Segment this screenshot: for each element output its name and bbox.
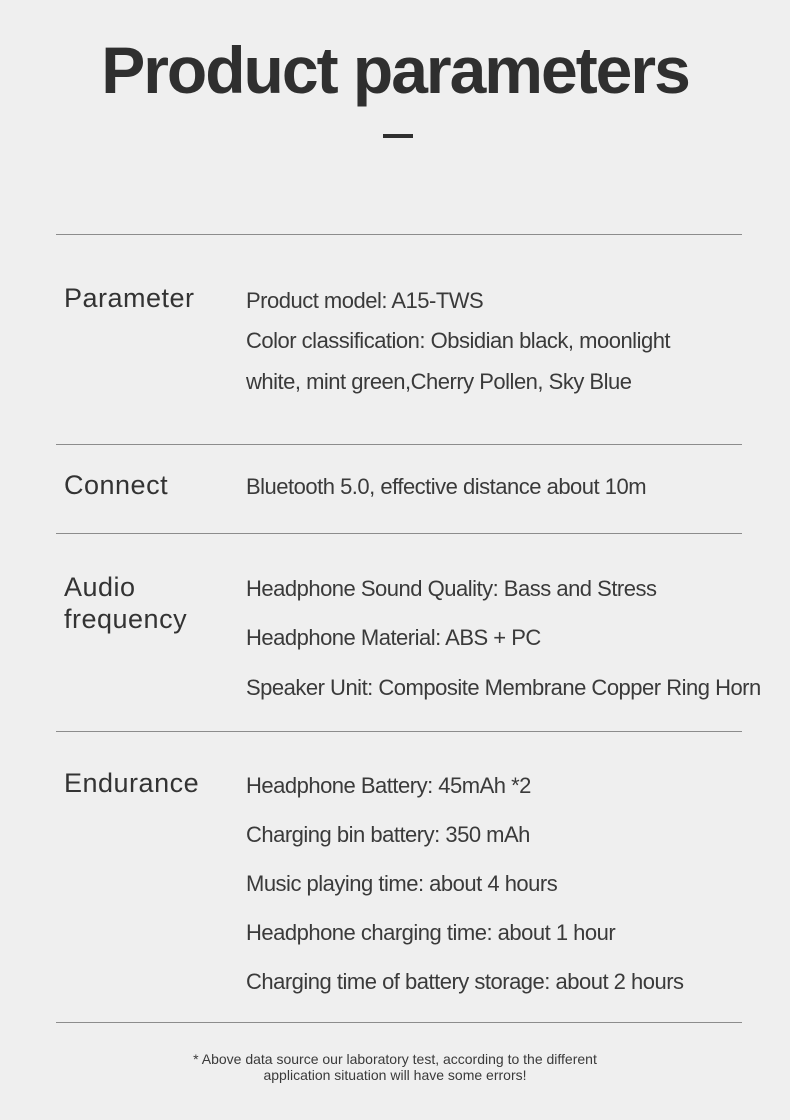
spec-headphone-charging-time: Headphone charging time: about 1 hour [246, 920, 616, 945]
footnote-line-2: application situation will have some errors! [263, 1067, 527, 1083]
spec-battery-storage-charging-time: Charging time of battery storage: about 2 hours [246, 969, 684, 994]
page-title: Product parameters [101, 33, 689, 107]
section-label-frequency: frequency [64, 604, 188, 634]
divider-bottom [56, 1022, 742, 1023]
spec-speaker-unit: Speaker Unit: Composite Membrane Copper Ring Horn [246, 675, 761, 700]
spec-sound-quality: Headphone Sound Quality: Bass and Stress [246, 576, 657, 601]
divider-3 [56, 731, 742, 732]
section-label-endurance: Endurance [64, 768, 200, 798]
spec-headphone-battery: Headphone Battery: 45mAh *2 [246, 773, 531, 798]
footnote-line-1: * Above data source our laboratory test, according to the different [193, 1051, 597, 1067]
divider-top [56, 234, 742, 235]
spec-bluetooth: Bluetooth 5.0, effective distance about 10m [246, 474, 647, 499]
divider-2 [56, 533, 742, 534]
spec-music-playing-time: Music playing time: about 4 hours [246, 871, 558, 896]
footnote [0, 1051, 790, 1083]
spec-product-model: Product model: A15-TWS [246, 288, 484, 313]
spec-color-classification: Color classification: Obsidian black, moonlight [246, 328, 671, 353]
spec-charging-bin-battery: Charging bin battery: 350 mAh [246, 822, 530, 847]
section-label-parameter: Parameter [64, 283, 195, 313]
section-label-connect: Connect [64, 470, 169, 500]
divider-1 [56, 444, 742, 445]
spec-headphone-material: Headphone Material: ABS + PC [246, 625, 541, 650]
spec-color-classification-cont: white, mint green,Cherry Pollen, Sky Blue [246, 369, 632, 394]
section-label-audio: Audio [64, 572, 136, 602]
title-dash [383, 134, 413, 138]
